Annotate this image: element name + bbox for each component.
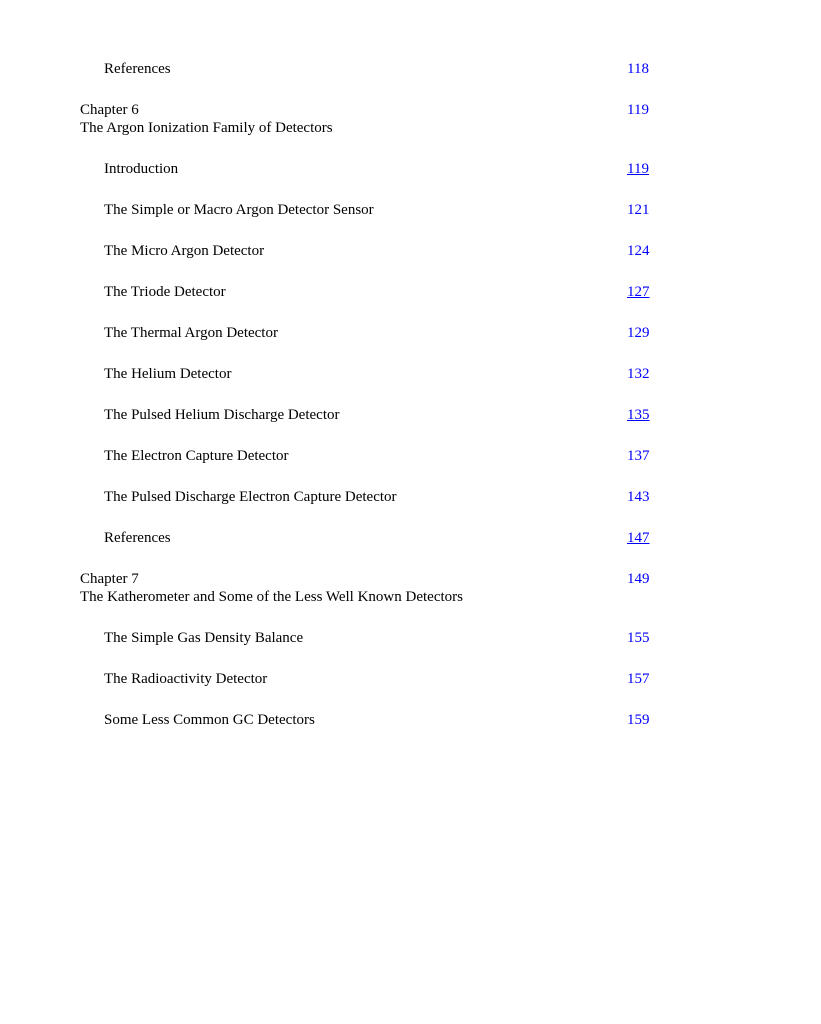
- toc-entry-title: The Micro Argon Detector: [104, 243, 265, 259]
- toc-chapter-7: [0, 569, 821, 589]
- toc-chapter-7-title-row: [0, 587, 821, 607]
- toc-entry-title: The Triode Detector: [104, 284, 226, 300]
- toc-entry: [0, 487, 821, 507]
- toc-page-link[interactable]: 119: [627, 102, 649, 118]
- toc-entry: [0, 669, 821, 689]
- toc-page-link[interactable]: 149: [627, 571, 650, 587]
- toc-entry: [0, 159, 821, 179]
- toc-page-link[interactable]: 121: [627, 202, 650, 218]
- toc-entry-title: The Helium Detector: [104, 366, 232, 382]
- toc-entry: [0, 364, 821, 384]
- toc-entry-title: The Thermal Argon Detector: [104, 325, 278, 341]
- toc-page-link[interactable]: 147: [627, 530, 650, 546]
- toc-page-link[interactable]: 132: [627, 366, 650, 382]
- toc-entry-title: Introduction: [104, 161, 179, 177]
- toc-entry-title: The Simple Gas Density Balance: [104, 630, 304, 646]
- toc-entry-title: The Simple or Macro Argon Detector Sensor: [104, 202, 374, 218]
- toc-entry-title: The Radioactivity Detector: [104, 671, 268, 687]
- toc-page-link[interactable]: 155: [627, 630, 650, 646]
- toc-entry: [0, 405, 821, 425]
- toc-entry-references: [0, 59, 821, 79]
- toc-entry: [0, 710, 821, 730]
- toc-entry-title: The Electron Capture Detector: [104, 448, 289, 464]
- toc-entry-title: References: [104, 61, 171, 77]
- toc-entry: [0, 528, 821, 548]
- chapter-title: The Katherometer and Some of the Less Well Known Detectors: [80, 589, 463, 605]
- toc-entry: [0, 628, 821, 648]
- toc-page-link[interactable]: 118: [627, 61, 649, 77]
- toc-page-link[interactable]: 135: [627, 407, 650, 423]
- toc-entry: [0, 282, 821, 302]
- toc-chapter-6-title-row: [0, 118, 821, 138]
- toc-chapter-6: [0, 100, 821, 120]
- toc-page-link[interactable]: 159: [627, 712, 650, 728]
- toc-entry-title: References: [104, 530, 171, 546]
- toc-page-link[interactable]: 157: [627, 671, 650, 687]
- toc-entry: [0, 446, 821, 466]
- chapter-label: Chapter 6: [80, 102, 139, 118]
- toc-entry: [0, 200, 821, 220]
- toc-entry-title: The Pulsed Discharge Electron Capture Detector: [104, 489, 397, 505]
- toc-entry-title: The Pulsed Helium Discharge Detector: [104, 407, 340, 423]
- toc-entry-title: Some Less Common GC Detectors: [104, 712, 315, 728]
- toc-entry: [0, 241, 821, 261]
- chapter-label: Chapter 7: [80, 571, 139, 587]
- chapter-title: The Argon Ionization Family of Detectors: [80, 120, 333, 136]
- toc-page-link[interactable]: 127: [627, 284, 650, 300]
- toc-page-link[interactable]: 129: [627, 325, 650, 341]
- toc-page-link[interactable]: 119: [627, 161, 649, 177]
- toc-page-link[interactable]: 137: [627, 448, 650, 464]
- toc-entry: [0, 323, 821, 343]
- toc-page-link[interactable]: 124: [627, 243, 650, 259]
- toc-page-link[interactable]: 143: [627, 489, 650, 505]
